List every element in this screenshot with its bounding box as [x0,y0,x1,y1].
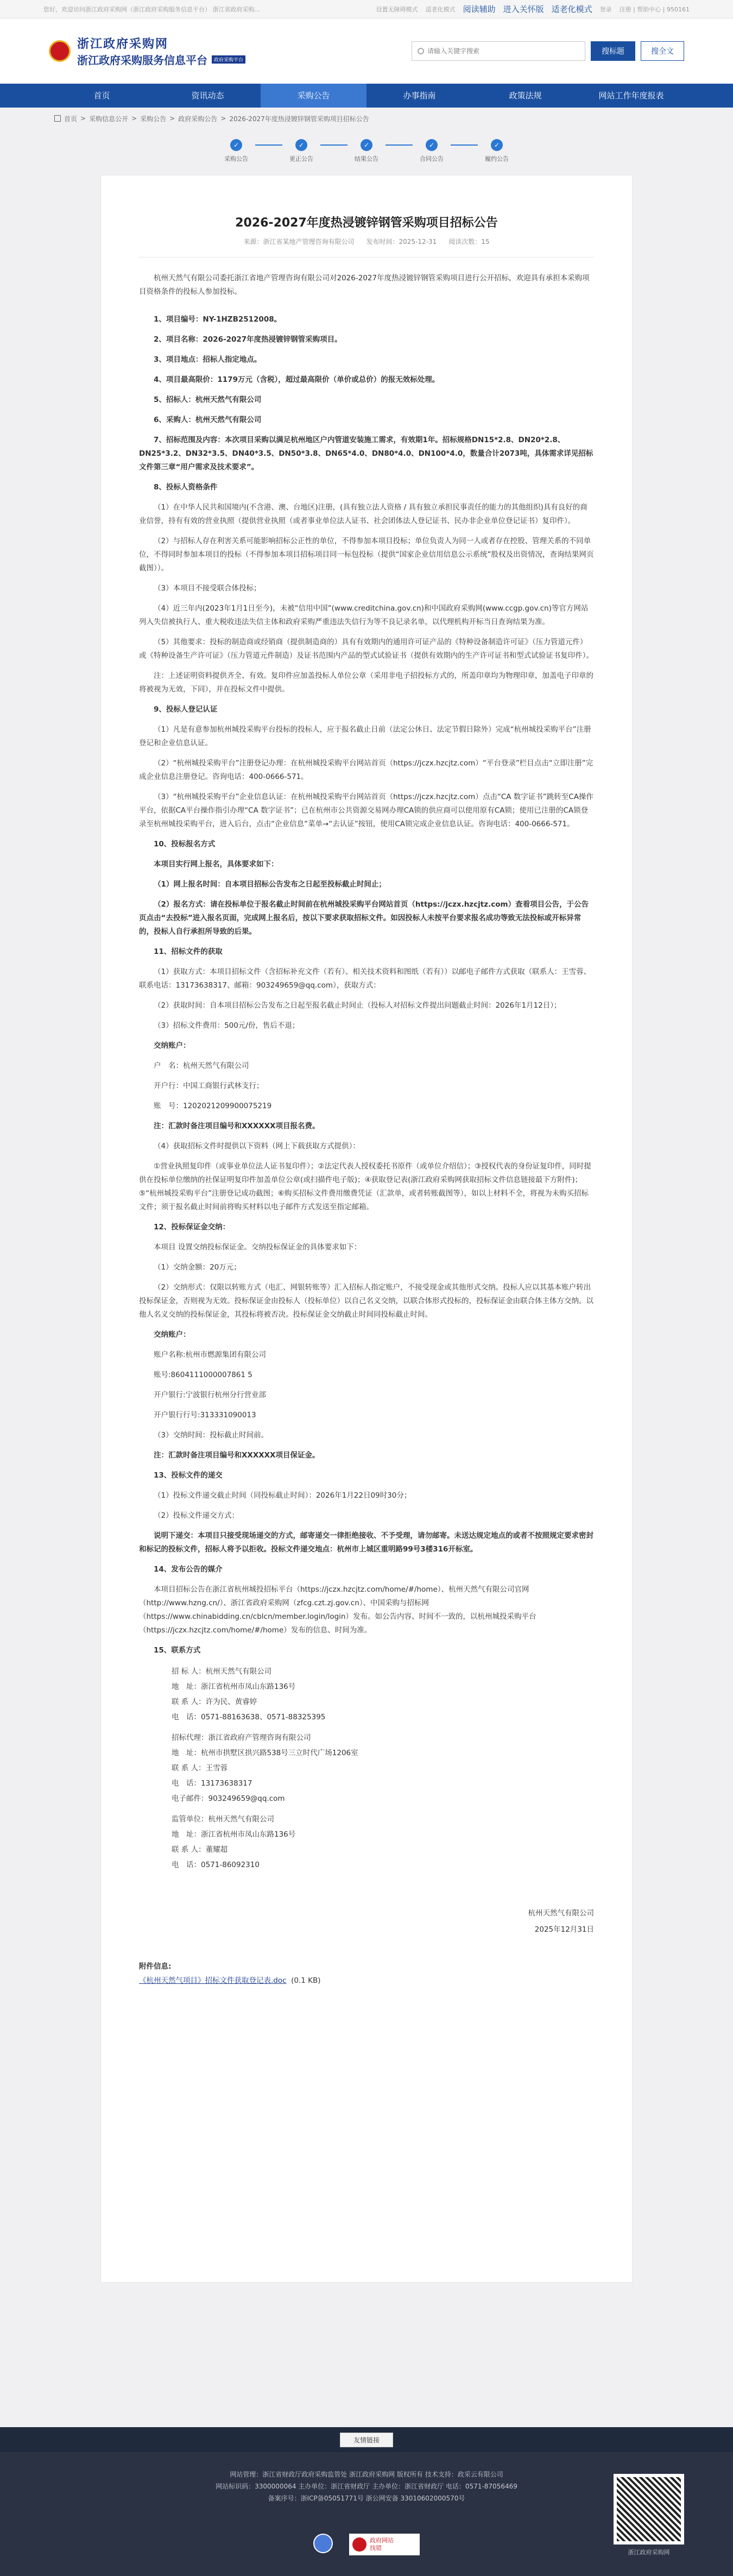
item-8-1: （1）在中华人民共和国境内(不含港、澳、台地区)注册，(具有独立法人资格 / 具有独立承担民事责任的能力的其他组织)具有良好的商业信誉，持有有效的营业执照（提供营业执照（或者事业单位法人证书、社会团体法人登记证书、民办非企业单位登记证书）复印件）。 [139,503,587,525]
item-8-3: （3）本项目不接受联合体投标； [154,584,261,593]
elder-mode-link-2[interactable]: 适老化模式 [551,4,592,14]
search-box [412,41,585,61]
accessibility-link[interactable]: 设置无障碍模式 [376,5,418,13]
heading-9: 9、投标人登记认证 [154,705,218,714]
item-11-2: （2）获取时间：自本项目招标公告发布之日起至报名截止时间止（投标人对招标文件提出问题截止时间：2026年1月12日）； [154,1001,561,1010]
footer-line-2: 网站标识码：3300000064 主办单位：浙江省财政厅 主办单位：浙江省财政厅 电话：0571-87056469 [216,2483,517,2490]
crumb-info[interactable]: 采购信息公开 [89,115,129,123]
step-result[interactable]: ✓ 结果公告 [347,139,386,163]
article-views: 阅读次数：15 [448,238,490,246]
welcome-text: 您好，欢迎访问浙江政府采购网（浙江政府采购服务信息平台） 浙江省政府采购... [43,5,260,13]
signature-org: 杭州天然气有限公司 [528,1909,594,1918]
article-meta [139,237,594,246]
deposit-bank: 开户银行:宁波银行杭州分行营业部 [154,1391,267,1399]
item-7: 7、招标范围及内容：本次项目采购以满足杭州地区户内管道安装施工需求，有效期1年。招标规格DN15*2.8、DN20*2.8、DN25*3.2、DN32*3.5、DN40*3.5、DN50*3.8、DN65*4.0、DN80*4.0、DN100*4.0，数量合计2073吨，具体需求详见招标文件第三章“用户需求及技术要求”。 [139,436,593,472]
item-10-1: （1）网上报名时间：自本项目招标公告发布之日起至投标截止时间止； [154,880,386,889]
item-4: 4、项目最高限价：1179万元（含税），超过最高限价（单价或总价）的报无效标处理。 [154,375,440,384]
heading-8: 8、投标人资格条件 [154,483,218,492]
login-link[interactable]: 登录 [599,5,612,13]
check-icon: ✓ [361,139,372,151]
item-13-1: （1）投标文件递交截止时间（同投标截止时间）：2026年1月22日09时30分； [154,1491,412,1500]
contact-line: 监管单位：杭州天然气有限公司 [172,1815,274,1824]
signature [139,1905,594,1938]
item-9-2: （2）“杭州城投采购平台”注册登记办理：在杭州城投采购平台网站首页（https://jczx.hzcjtz.com）“平台登录”栏目点击“立即注册”完成企业信息注册登记。咨询电话：400-0666-571。 [139,759,593,781]
contact-line: 联 系 人：许为民、黄睿婷 [172,1698,257,1706]
contact-block [172,1664,594,1873]
item-10-2: （2）报名方式：请在投标单位于报名截止时间前在杭州城投采购平台网站首页（https://jczx.hzcjtz.com）查看项目公告，于公告页点击“去投标”进入报名页面，完成网上报名后，按以下要求获取招标文件。如因投标人未按平台要求报名成功等致无法投标或开标异常的，投标人自行承担所导致的后果。 [139,900,589,936]
top-links [376,3,690,15]
contact-line: 招 标 人：杭州天然气有限公司 [172,1667,272,1676]
check-icon: ✓ [491,139,503,151]
bank-branch: 开户行：中国工商银行武林支行； [154,1082,264,1090]
qr-label: 浙江政府采购网 [628,2549,670,2556]
item-8-6: 注：上述证明资料提供齐全、有效。复印件应加盖投标人单位公章（采用非电子招投标方式的，所盖印章均为物理印章，加盖电子印章的将被视为无效，下同），并在投标文件中提供。 [139,671,593,694]
bank-heading: 交纳账户： [154,1041,191,1050]
footer-line-1: 网站管理：浙江省财政厅政府采购监管处 浙江政府采购网 版权所有 技术支持：政采云有限公司 [230,2471,503,2478]
check-icon: ✓ [426,139,438,151]
error-report-badge[interactable]: 政府网站 找错 [349,2534,420,2555]
breadcrumb: 首页 > 采购信息公开 > 采购公告 > 政府采购公告 > 2026-2027年度热浸镀锌钢管采购项目招标公告 [0,108,733,129]
footer-line-3: 备案序号：浙ICP备05051771号 浙公网安备 33010602000570号 [268,2495,465,2502]
emblem-icon [352,2537,366,2552]
intro: 杭州天然气有限公司委托浙江省地产管理咨询有限公司对2026-2027年度热浸镀锌钢管采购项目进行公开招标，欢迎具有承担本采购项目资格条件的投标人参加投标。 [139,274,590,296]
crumb-gov[interactable]: 政府采购公告 [178,115,218,123]
elder-mode-link[interactable]: 适老化模式 [425,5,456,13]
deposit-bank-code: 开户银行行号:313331090013 [154,1411,256,1419]
attachment-link[interactable]: 《杭州天然气项目》招标文件获取登记表.doc [139,1976,287,1985]
deposit-heading: 交纳账户： [154,1330,191,1339]
help-hint[interactable]: 注册 | 帮助中心 | 950161 [619,5,690,13]
item-11-3: （3）招标文件费用：500元/份，售后不退； [154,1021,300,1030]
crumb-ann[interactable]: 采购公告 [140,115,167,123]
search-icon [418,48,424,54]
heading-14: 14、发布公告的媒介 [154,1565,223,1574]
item-12-1: （1）交纳金额：20万元； [154,1263,241,1272]
main-nav [0,84,733,108]
item-5: 5、招标人：杭州天然气有限公司 [154,395,262,404]
item-13-2: （2）投标文件递交方式： [154,1511,239,1520]
contact-line: 电子邮件：903249659@qq.com [172,1794,285,1803]
step-perform[interactable]: ✓ 履约公告 [478,139,516,163]
nav-report[interactable]: 网站工作年度报表 [598,91,664,100]
search-fulltext-button[interactable]: 搜全文 [641,41,684,61]
step-announce[interactable]: ✓ 采购公告 [217,139,255,163]
search-area [412,41,684,61]
item-9-1: （1）凡是有意参加杭州城投采购平台投标的投标人，应于报名截止日前（法定公休日、法定节假日除外）完成“杭州城投采购平台”注册登记和企业信息认证。 [139,725,591,747]
site-title: 浙江政府采购网 [77,37,169,51]
heading-15: 15、联系方式 [154,1646,201,1655]
item-2: 2、项目名称：2026-2027年度热浸镀锌钢管采购项目。 [154,335,342,344]
contact-line: 电 话：0571-86092310 [172,1861,260,1869]
deposit-name: 账户名称:杭州市燃源集团有限公司 [154,1350,267,1359]
step-correct[interactable]: ✓ 更正公告 [282,139,320,163]
footer-links-bar [0,2427,733,2452]
search-input[interactable] [427,47,579,55]
contact-line: 联 系 人：王雪蓉 [172,1764,228,1773]
attachment-size: (0.1 KB) [291,1976,321,1985]
gov-badge-icon[interactable] [313,2534,333,2553]
process-steps [0,129,733,168]
nav-home[interactable]: 首页 [93,91,110,100]
article-body [139,272,594,1657]
contact-line: 地 址：浙江省杭州市凤山东路136号 [172,1682,296,1691]
article-source: 来源：浙江省某地产管理咨询有限公司 [243,238,355,246]
item-12-a: 本项目 设置交纳投标保证金。交纳投标保证金的具体要求如下： [154,1243,362,1252]
article-date: 发布时间：2025-12-31 [366,238,437,246]
item-11-4: （4）获取招标文件时提供以下资料（网上下载获取方式提供）： [154,1142,360,1151]
item-12-3: （3）交纳时间：投标截止时间前。 [154,1431,269,1440]
item-8-2: （2）与招标人存在利害关系可能影响招标公正性的单位，不得参加本项目投标；单位负责人为同一人或者存在控股、管理关系的不同单位，不得同时参加本项目的投标（不得参加本项目招标项目同一标包投标（提供“国家企业信用信息公示系统”股权及出资情况，查询结果网页截图））。 [139,537,594,573]
nav-policy[interactable]: 政策法规 [509,91,542,100]
search-title-button[interactable]: 搜标题 [591,41,635,61]
contact-line: 电 话：13173638317 [172,1779,252,1788]
nav-news[interactable]: 资讯动态 [191,91,224,100]
item-11-1: （1）获取方式：本项目招标文件（含招标补充文件（若有）、相关技术资料和图纸（若有））以邮电子邮件方式获取（联系人：王雪蓉、联系电话：13173638317、邮箱：903249659@qq.com），获取方式： [139,967,591,990]
heading-13: 13、投标文件的递交 [154,1471,223,1480]
emblem-icon [49,40,71,62]
item-10-a: 本项目实行网上报名，具体要求如下： [154,860,279,869]
item-6: 6、采购人：杭州天然气有限公司 [154,416,262,424]
check-icon: ✓ [295,139,307,151]
item-13-2-text: 说明下递交：本项目只接受现场递交的方式，邮寄递交一律拒绝接收、不予受理，请勿邮寄。未送达规定地点的或者不按照规定要求密封和标记的投标文件，招标人将予以拒收。投标文件递交地点：杭州市上城区重明路99号3楼316开标室。 [139,1531,593,1554]
step-contract[interactable]: ✓ 合同公告 [413,139,451,163]
signature-date: 2025年12月31日 [534,1925,594,1934]
article-card [100,175,633,2283]
article-title: 2026-2027年度热浸镀锌钢管采购项目招标公告 [235,216,498,230]
crumb-current: 2026-2027年度热浸镀锌钢管采购项目招标公告 [229,115,369,123]
top-strip [0,0,733,18]
item-8-5: （5）其他要求：投标的制造商或经销商（提供制造商的）具有有效期内的通用许可证产品的《特种设备制造许可证》（压力管道元件）或《特种设备生产许可证》（压力管道元件制造）及证书范围内产品的型式试验证书（提供有效期内的生产许可证书和型式试验证书复印件）。 [139,638,593,660]
site-tag: 政府采购平台 [212,55,245,64]
item-11-4-text: ①营业执照复印件（或事业单位法人证书复印件）；②法定代表人授权委托书原件（或单位介绍信）；③授权代表的身份证复印件，同时提供在投标单位缴纳的社保证明复印件加盖单位公章(或扫描件电子版)；④获取登记表(浙江政府采购网获取招标文件信息链接最下方附件)；⑤“杭州城投采购平台”注册登记成功截图；⑥购买招标文件费用缴费凭证（汇款单，或者转账截图等），如以上材料不全，将视为未购买招标文件；须于报名截止时间前将购买材料以电子邮件方式发送至指定邮箱。 [139,1162,591,1211]
item-1: 1、项目编号：NY-1HZB2512008。 [154,315,282,324]
deposit-account: 账号:8604111000007861 5 [154,1371,252,1379]
contact-line: 地 址：杭州市拱墅区拱兴路538号三立时代广场1206室 [172,1749,358,1757]
site-header [0,18,733,84]
item-14-text: 本项目招标公告在浙江省杭州城投招标平台（https://jczx.hzcjtz.com/home/#/home）、杭州天然气有限公司官网（http://www.hzng.cn/）、浙江省政府采购网（zfcg.czt.zj.gov.cn）、中国采购与招标网（https://www.chinabidding.cn/cblcn/member.login/login）发布。如公告内容、时间不一致的，以杭州城投采购平台（https://jczx.hzcjtz.com/home/#/home）发布的信息、时间为准。 [139,1585,536,1635]
home-icon [54,115,61,122]
contact-line: 联 系 人：董耀超 [172,1845,228,1854]
item-12-2: （2）交纳形式：仅限以转账方式（电汇、网银转账等）汇入招标人指定账户，不接受现金或其他形式交纳。投标人应以其基本账户转出投标保证金，否则视为无效。投标保证金由投标人（投标单位）以自己名义交纳，以联合体形式投标的，投标保证金由联合体主体方交纳。以他人名义交纳的投标保证金，其投标将被否决。投标保证金交纳截止时间同投标截止时间。 [139,1283,593,1319]
contact-line: 电 话：0571-88163638、0571-88325395 [172,1713,326,1721]
contact-line: 地 址：浙江省杭州市凤山东路136号 [172,1830,296,1839]
contact-line: 招标代理：浙江省政府产管理咨询有限公司 [172,1733,311,1742]
heading-10: 10、投标报名方式 [154,840,216,849]
care-mode-link[interactable]: 进入关怀版 [503,4,544,14]
nav-guide[interactable]: 办事指南 [403,91,436,100]
bank-name: 户 名：杭州天然气有限公司 [154,1061,249,1070]
friend-links-select[interactable]: 友情链接 [340,2433,393,2447]
attachments [139,1959,594,1988]
heading-12: 12、投标保证金交纳： [154,1223,230,1232]
bank-account: 账 号：1202021209900075219 [154,1102,272,1110]
note-1: 注：汇款时备注项目编号和XXXXXX项目报名费。 [154,1122,320,1130]
nav-announcements[interactable]: 采购公告 [261,84,366,108]
read-assist-link[interactable]: 阅读辅助 [463,4,496,14]
note-2: 注：汇款时备注项目编号和XXXXXX项目保证金。 [154,1451,320,1460]
site-logo[interactable] [49,35,245,67]
item-9-3: （3）“杭州城投采购平台”企业信息认证：在杭州城投采购平台网站首页（https://jczx.hzcjtz.com）点击“CA 数字证书”跳转至CA操作平台，依据CA平台操作指引办理“CA 数字证书”；已在杭州市公共资源交易网办理CA锁的供应商可以使用原有CA锁；使用已注册的CA锁登录至杭州城投采购平台，进入后台，点击“企业信息”菜单→“去认证”按钮，使用CA锁完成企业信息认证。咨询电话：400-0666-571。 [139,793,593,828]
crumb-home[interactable]: 首页 [64,115,78,123]
site-subtitle: 浙江政府采购服务信息平台 [77,54,207,67]
attachment-label: 附件信息: [139,1962,172,1971]
site-footer [0,2452,733,2576]
item-3: 3、项目地点：招标人指定地点。 [154,355,262,364]
qr-code [614,2474,684,2544]
check-icon: ✓ [230,139,242,151]
heading-11: 11、招标文件的获取 [154,947,223,956]
item-8-4: （4）近三年内(2023年1月1日至今)，未被“信用中国”(www.creditchina.gov.cn)和中国政府采购网(www.ccgp.gov.cn)等官方网站列入失信被执行人、重大税收违法失信主体和政府采购严重违法失信行为等不良记录名单，以代理机构开标当日查询结果为准。 [139,604,589,626]
